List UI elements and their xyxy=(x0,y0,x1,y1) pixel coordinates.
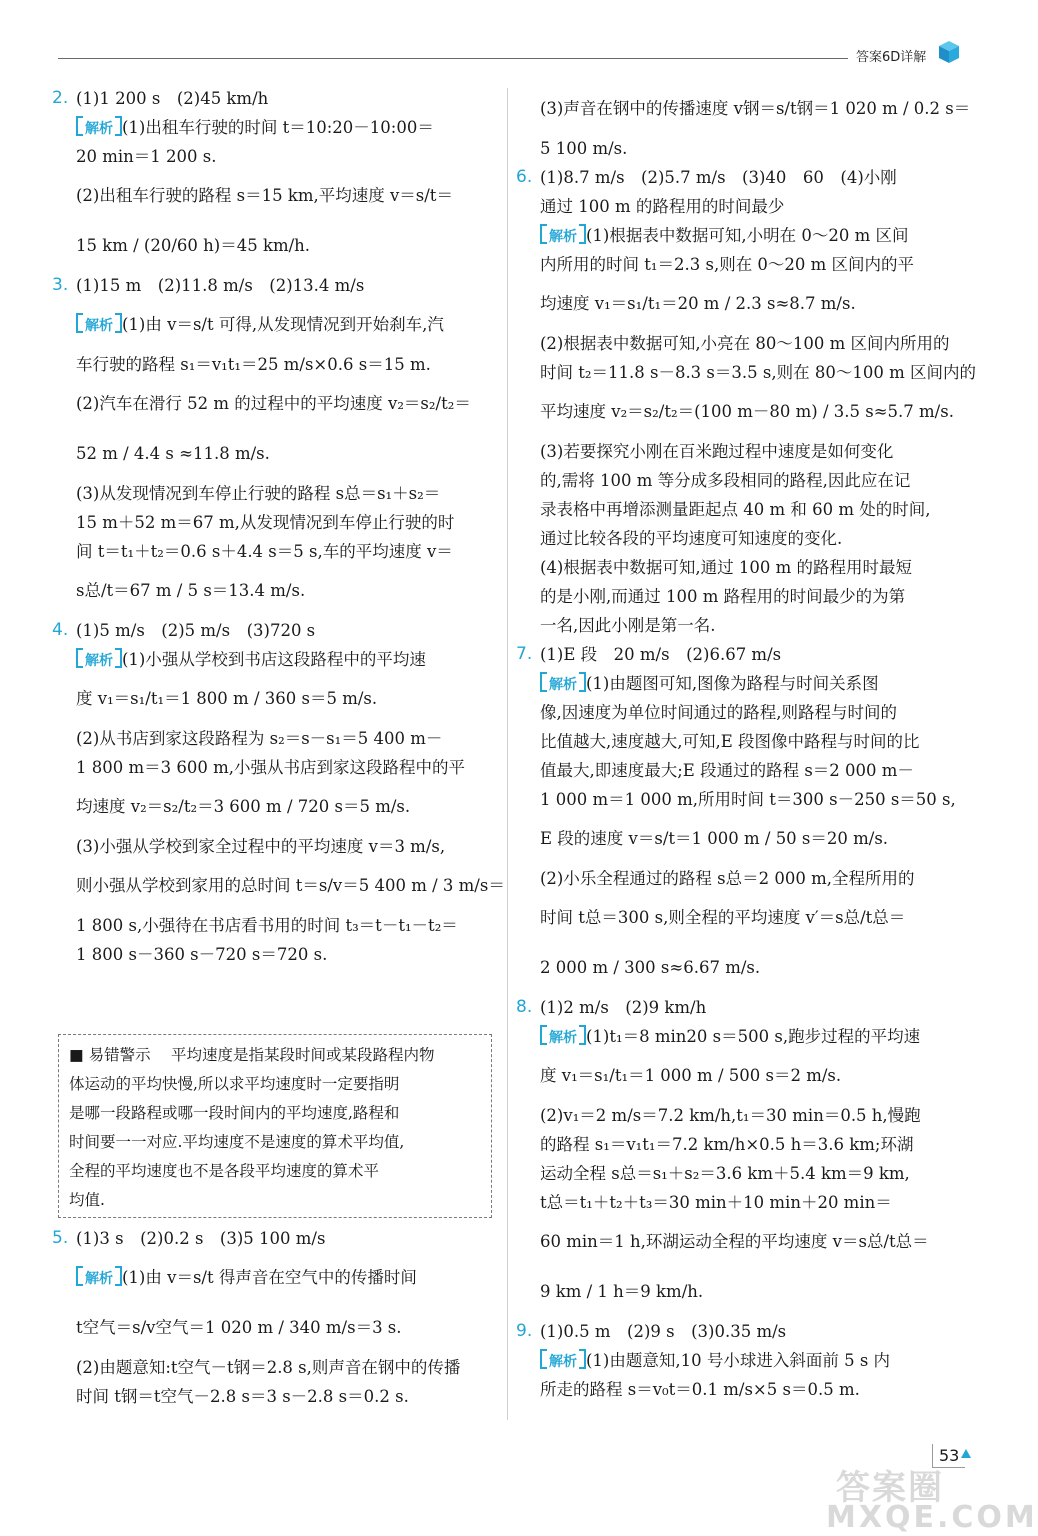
text-line xyxy=(540,1022,960,1051)
question-number: 7. xyxy=(516,644,533,664)
line-text: (2)v₁＝2 m/s＝7.2 km/h,t₁＝30 min＝0.5 h,慢跑 xyxy=(540,1106,921,1125)
line-text: E 段的速度 v＝s/t＝1 000 m / 50 s＝20 m/s. xyxy=(540,829,889,848)
text-line xyxy=(76,350,496,379)
line-text: (2)根据表中数据可知,小亮在 80～100 m 区间内所用的 xyxy=(540,334,950,353)
text-line xyxy=(540,329,960,358)
jiexi-tag: 解析 xyxy=(76,1268,122,1287)
text-line xyxy=(76,940,496,969)
line-text: (2)小乐全程通过的路程 s总＝2 000 m,全程所用的 xyxy=(540,869,915,888)
text-line xyxy=(540,727,960,756)
line-text: 20 min＝1 200 s. xyxy=(76,147,217,166)
text-line xyxy=(540,221,960,250)
line-text: (1)出租车行驶的时间 t＝10:20－10:00＝ xyxy=(122,118,434,137)
text-line xyxy=(76,832,496,861)
jiexi-tag: 解析 xyxy=(76,315,122,334)
line-text: 则小强从学校到家用的总时间 t＝s/v＝5 400 m / 3 m/s＝ xyxy=(76,876,505,895)
question-number: 8. xyxy=(516,997,533,1017)
warning-line: 均值. xyxy=(69,1191,105,1209)
line-text: 1 000 m＝1 000 m,所用时间 t＝300 s－250 s＝50 s, xyxy=(540,790,956,809)
text-line xyxy=(76,1353,496,1382)
page-number: 53 xyxy=(932,1444,965,1468)
line-text: 比值越大,速度越大,可知,E 段图像中路程与时间的比 xyxy=(540,732,920,751)
text-line xyxy=(76,1303,496,1353)
warning-line: 全程的平均速度也不是各段平均速度的算术平 xyxy=(69,1162,380,1180)
line-text: (1)15 m (2)11.8 m/s (2)13.4 m/s xyxy=(76,276,365,295)
text-line xyxy=(540,756,960,785)
text-line xyxy=(540,1267,960,1317)
question-number: 6. xyxy=(516,167,533,187)
line-text: s总/t＝67 m / 5 s＝13.4 m/s. xyxy=(76,581,306,600)
line-text: (1)3 s (2)0.2 s (3)5 100 m/s xyxy=(76,1229,326,1248)
text-line xyxy=(540,1375,960,1404)
line-text: (3)小强从学校到家全过程中的平均速度 v＝3 m/s, xyxy=(76,837,446,856)
line-text: 内所用的时间 t₁＝2.3 s,则在 0～20 m 区间内的平 xyxy=(540,255,915,274)
line-text: (1)t₁＝8 min20 s＝500 s,跑步过程的平均速 xyxy=(586,1027,921,1046)
line-text: 度 v₁＝s₁/t₁＝1 000 m / 500 s＝2 m/s. xyxy=(540,1066,842,1085)
warning-line: 是哪一段路程或哪一段时间内的平均速度,路程和 xyxy=(69,1104,400,1122)
text-line xyxy=(540,524,960,553)
text-line xyxy=(540,466,960,495)
text-line xyxy=(540,669,960,698)
line-text: 时间 t钢＝t空气－2.8 s＝3 s－2.8 s＝0.2 s. xyxy=(76,1387,409,1406)
text-line xyxy=(76,221,496,271)
line-text: (1)E 段 20 m/s (2)6.67 m/s xyxy=(540,645,782,664)
text-line xyxy=(540,250,960,279)
line-text: (2)汽车在滑行 52 m 的过程中的平均速度 v₂＝s₂/t₂＝ xyxy=(76,394,471,413)
line-text: 均速度 v₁＝s₁/t₁＝20 m / 2.3 s≈8.7 m/s. xyxy=(540,294,856,313)
line-text: (2)出租车行驶的路程 s＝15 km,平均速度 v＝s/t＝ xyxy=(76,186,453,205)
line-text: 间 t＝t₁＋t₂＝0.6 s＋4.4 s＝5 s,车的平均速度 v＝ xyxy=(76,542,453,561)
text-line xyxy=(516,1317,960,1346)
text-line xyxy=(540,1051,960,1101)
warning-line: 体运动的平均快慢,所以求平均速度时一定要指明 xyxy=(69,1075,400,1093)
line-text: 15 km / (20/60 h)＝45 km/h. xyxy=(76,236,311,255)
text-line xyxy=(76,645,496,674)
line-text: 5 100 m/s. xyxy=(540,139,628,158)
line-text: (1)由 v＝s/t 得声音在空气中的传播时间 xyxy=(122,1268,417,1287)
line-text: (1)小强从学校到书店这段路程中的平均速 xyxy=(122,650,426,669)
text-line xyxy=(540,864,960,893)
text-line xyxy=(540,1188,960,1217)
question-number: 5. xyxy=(52,1228,69,1248)
jiexi-tag: 解析 xyxy=(76,118,122,137)
page-marker-icon xyxy=(961,1449,971,1458)
line-text: 2 000 m / 300 s≈6.67 m/s. xyxy=(540,958,761,977)
line-text: t空气＝s/v空气＝1 020 m / 340 m/s＝3 s. xyxy=(76,1318,402,1337)
text-line xyxy=(540,893,960,943)
right-column xyxy=(516,84,976,1404)
line-text: 1 800 m＝3 600 m,小强从书店到家这段路程中的平 xyxy=(76,758,465,777)
jiexi-tag: 解析 xyxy=(540,1027,586,1046)
text-line xyxy=(76,566,496,616)
line-text: (3)从发现情况到车停止行驶的路程 s总＝s₁＋s₂＝ xyxy=(76,484,441,503)
column-divider xyxy=(507,88,508,1420)
text-line xyxy=(540,1159,960,1188)
text-line xyxy=(76,142,496,171)
text-line xyxy=(540,814,960,864)
text-line xyxy=(52,616,496,645)
text-line xyxy=(76,429,496,479)
text-line xyxy=(540,1101,960,1130)
warning-box xyxy=(58,1034,492,1218)
text-line xyxy=(540,437,960,466)
line-text: 度 v₁＝s₁/t₁＝1 800 m / 360 s＝5 m/s. xyxy=(76,689,378,708)
line-text: (4)根据表中数据可知,通过 100 m 的路程用时最短 xyxy=(540,558,912,577)
line-text: 15 m＋52 m＝67 m,从发现情况到车停止行驶的时 xyxy=(76,513,455,532)
text-line xyxy=(540,358,976,387)
text-line xyxy=(540,279,960,329)
text-line xyxy=(540,785,960,814)
line-text: 通过比较各段的平均速度可知速度的变化. xyxy=(540,529,843,548)
text-line xyxy=(76,300,496,350)
line-text: 时间 t₂＝11.8 s－8.3 s＝3.5 s,则在 80～100 m 区间内的 xyxy=(540,363,976,382)
text-line xyxy=(76,674,496,724)
text-line xyxy=(76,479,496,508)
text-line xyxy=(540,1217,960,1267)
question-number: 9. xyxy=(516,1321,533,1341)
text-line xyxy=(52,84,496,113)
text-line xyxy=(540,495,960,524)
line-text: (1)由题意知,10 号小球进入斜面前 5 s 内 xyxy=(586,1351,891,1370)
line-text: (1)5 m/s (2)5 m/s (3)720 s xyxy=(76,621,316,640)
line-text: 52 m / 4.4 s ≈11.8 m/s. xyxy=(76,444,270,463)
line-text: 平均速度 v₂＝s₂/t₂＝(100 m－80 m) / 3.5 s≈5.7 m/s. xyxy=(540,402,954,421)
text-line xyxy=(540,611,960,640)
text-line xyxy=(516,993,960,1022)
text-line xyxy=(540,698,960,727)
text-line xyxy=(76,113,496,142)
line-text: (1)0.5 m (2)9 s (3)0.35 m/s xyxy=(540,1322,787,1341)
line-text: 一名,因此小刚是第一名. xyxy=(540,616,716,635)
text-line xyxy=(540,553,960,582)
line-text: (2)由题意知:t空气－t钢＝2.8 s,则声音在钢中的传播 xyxy=(76,1358,461,1377)
left-column xyxy=(52,84,505,969)
text-line xyxy=(76,753,496,782)
line-text: 的,需将 100 m 等分成多段相同的路程,因此应在记 xyxy=(540,471,911,490)
text-line xyxy=(52,1224,496,1253)
cube-logo-icon xyxy=(938,40,960,64)
text-line xyxy=(76,171,496,221)
text-line xyxy=(516,163,960,192)
text-line xyxy=(540,582,960,611)
watermark-url: MXQE.COM xyxy=(826,1500,1038,1535)
line-text: 1 800 s－360 s－720 s＝720 s. xyxy=(76,945,328,964)
line-text: (2)从书店到家这段路程为 s₂＝s－s₁＝5 400 m－ xyxy=(76,729,443,748)
line-text: 9 km / 1 h＝9 km/h. xyxy=(540,1282,704,1301)
text-line xyxy=(540,387,960,437)
line-text: 像,因速度为单位时间通过的路程,则路程与时间的 xyxy=(540,703,897,722)
line-text: (1)1 200 s (2)45 km/h xyxy=(76,89,269,108)
line-text: (1)由 v＝s/t 可得,从发现情况到开始刹车,汽 xyxy=(122,315,444,334)
line-text: (3)若要探究小刚在百米跑过程中速度是如何变化 xyxy=(540,442,894,461)
line-text: 所走的路程 s＝v₀t＝0.1 m/s×5 s＝0.5 m. xyxy=(540,1380,860,1399)
text-line xyxy=(76,911,496,940)
line-text: 运动全程 s总＝s₁＋s₂＝3.6 km＋5.4 km＝9 km, xyxy=(540,1164,910,1183)
text-line xyxy=(540,1130,960,1159)
header-label: 答案6D详解 xyxy=(856,50,927,65)
line-text: 均速度 v₂＝s₂/t₂＝3 600 m / 720 s＝5 m/s. xyxy=(76,797,411,816)
header-rule xyxy=(58,58,848,59)
text-line xyxy=(540,192,960,221)
line-text: 值最大,即速度最大;E 段通过的路程 s＝2 000 m－ xyxy=(540,761,914,780)
text-line xyxy=(540,1346,960,1375)
line-text: 1 800 s,小强待在书店看书用的时间 t₃＝t－t₁－t₂＝ xyxy=(76,916,458,935)
watermark-text: 答案圈 xyxy=(836,1468,944,1508)
line-text: 车行驶的路程 s₁＝v₁t₁＝25 m/s×0.6 s＝15 m. xyxy=(76,355,431,374)
jiexi-tag: 解析 xyxy=(540,226,586,245)
question-number: 3. xyxy=(52,275,69,295)
line-text: 时间 t总＝300 s,则全程的平均速度 v′＝s总/t总＝ xyxy=(540,908,906,927)
question-number: 4. xyxy=(52,620,69,640)
line-text: (1)根据表中数据可知,小明在 0～20 m 区间 xyxy=(586,226,909,245)
text-line xyxy=(540,943,960,993)
text-line xyxy=(76,861,505,911)
text-line xyxy=(76,508,496,537)
warning-line: 时间要一一对应.平均速度不是速度的算术平均值, xyxy=(69,1133,405,1151)
line-text: (1)2 m/s (2)9 km/h xyxy=(540,998,707,1017)
warning-line: ■ 易错警示 平均速度是指某段时间或某段路程内物 xyxy=(69,1046,435,1064)
text-line xyxy=(76,782,496,832)
jiexi-tag: 解析 xyxy=(540,1351,586,1370)
text-line xyxy=(540,134,960,163)
line-text: (3)声音在钢中的传播速度 v钢＝s/t钢＝1 020 m / 0.2 s＝ xyxy=(540,99,971,118)
line-text: 60 min＝1 h,环湖运动全程的平均速度 v＝s总/t总＝ xyxy=(540,1232,929,1251)
question-number: 2. xyxy=(52,88,69,108)
line-text: 录表格中再增添测量距起点 40 m 和 60 m 处的时间, xyxy=(540,500,931,519)
text-line xyxy=(76,724,496,753)
jiexi-tag: 解析 xyxy=(540,674,586,693)
text-line xyxy=(540,84,971,134)
line-text: (1)8.7 m/s (2)5.7 m/s (3)40 60 (4)小刚 xyxy=(540,168,897,187)
jiexi-tag: 解析 xyxy=(76,650,122,669)
left-column-lower xyxy=(52,1224,496,1411)
line-text: t总＝t₁＋t₂＋t₃＝30 min＋10 min＋20 min＝ xyxy=(540,1193,892,1212)
text-line xyxy=(516,640,960,669)
text-line xyxy=(52,271,496,300)
line-text: (1)由题图可知,图像为路程与时间关系图 xyxy=(586,674,879,693)
text-line xyxy=(76,537,496,566)
line-text: 的是小刚,而通过 100 m 路程用的时间最少的为第 xyxy=(540,587,906,606)
text-line xyxy=(76,379,496,429)
text-line xyxy=(76,1382,496,1411)
line-text: 通过 100 m 的路程用的时间最少 xyxy=(540,197,785,216)
text-line xyxy=(76,1253,496,1303)
line-text: 的路程 s₁＝v₁t₁＝7.2 km/h×0.5 h＝3.6 km;环湖 xyxy=(540,1135,914,1154)
